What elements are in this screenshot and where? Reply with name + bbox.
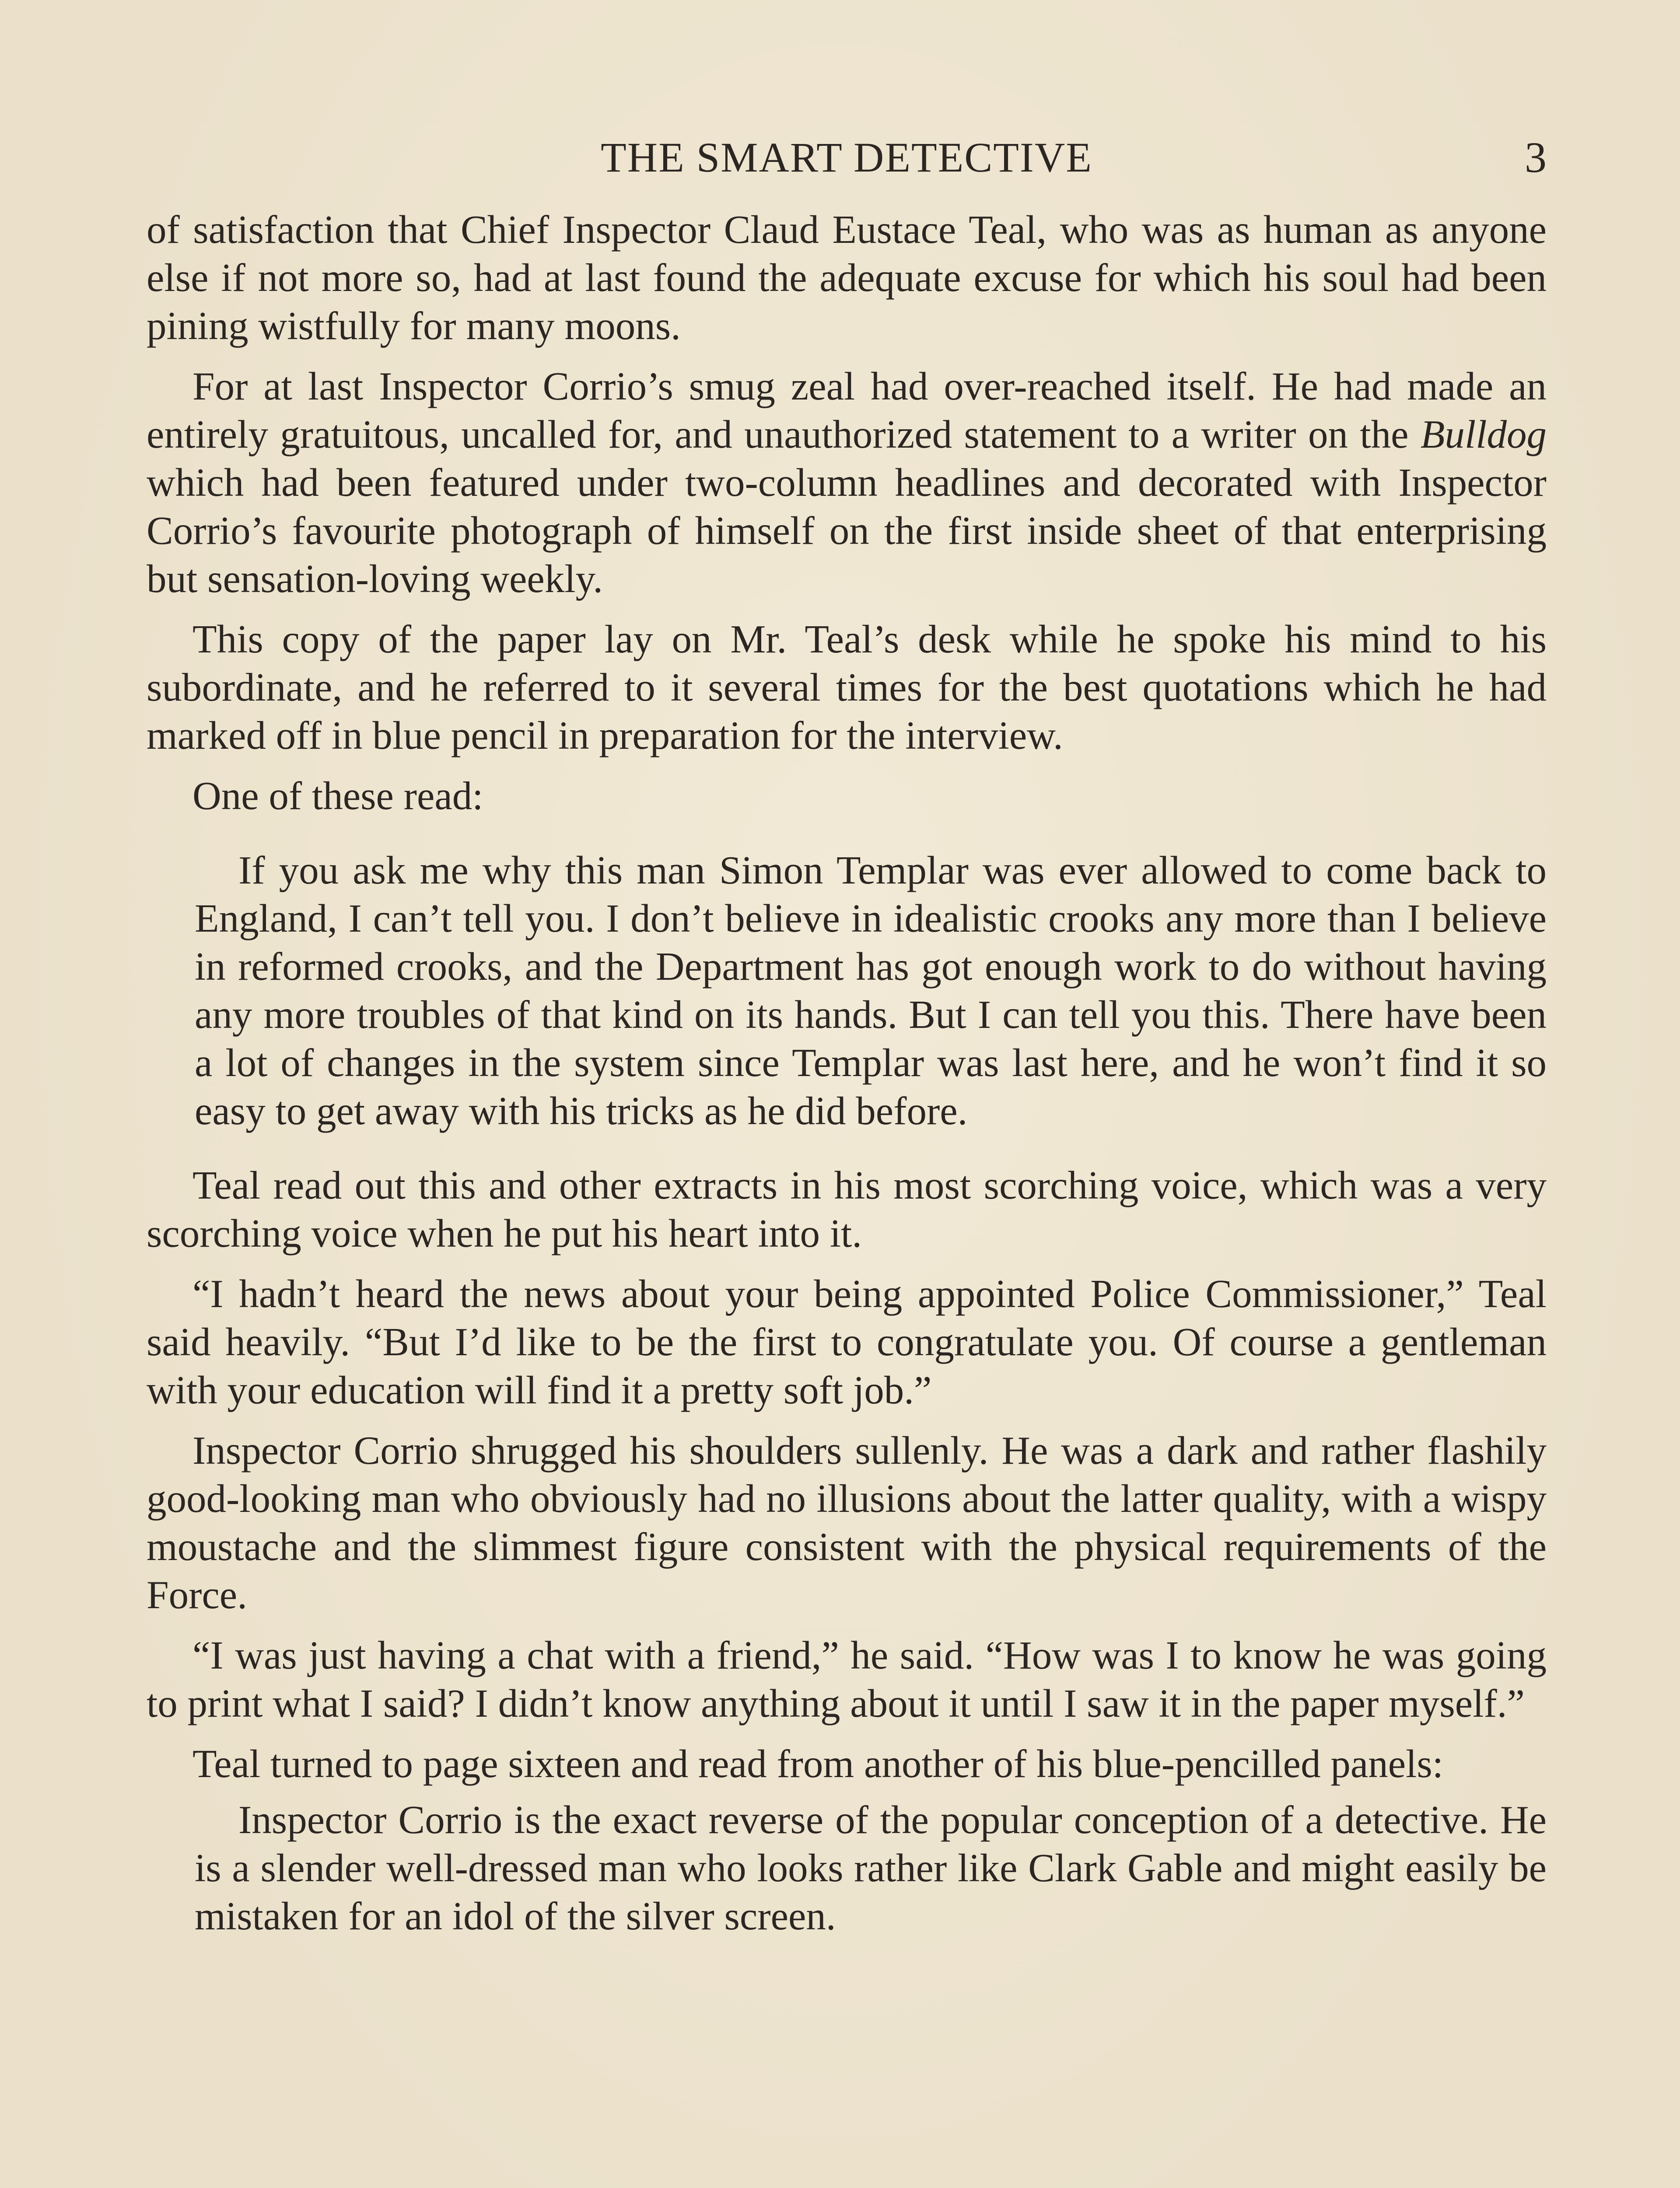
- paragraph: Teal turned to page sixteen and read from another of his blue-pencilled panels:: [192, 1742, 1444, 1786]
- running-head: [147, 131, 1547, 184]
- body-text: [147, 206, 1547, 1940]
- quoted-extract: If you ask me why this man Simon Templar was ever allowed to come back to England, I can’t tell you. I don’t believe in idealistic crooks any more than I believe in reformed crooks, and the Department has got enough work to do without having any more troubles of that kind on its hands. But I can tell you this. There have been a lot of changes in the system since Templar was last here, and he won’t find it so easy to get away with his tricks as he did before.: [195, 848, 1547, 1133]
- paragraph: Inspector Corrio shrugged his shoulders sullenly. He was a dark and rather flashily good-looking man who obviously had no illusions about the latter quality, with a wispy moustache and the slimmest figure consistent with the physical requirements of the Force.: [147, 1428, 1547, 1617]
- paragraph: “I hadn’t heard the news about your being appointed Police Commissioner,” Teal said heavily. “But I’d like to be the first to congratulate you. Of course a gentleman with your education will find it a pretty soft job.”: [147, 1272, 1547, 1412]
- paragraph: of satisfaction that Chief Inspector Claud Eustace Teal, who was as human as anyone else if not more so, had at last found the adequate excuse for which his soul had been pining wistfully for many moons.: [147, 207, 1547, 348]
- paragraph: “I was just having a chat with a friend,” he said. “How was I to know he was going to print what I said? I didn’t know anything about it until I saw it in the paper myself.”: [147, 1633, 1547, 1725]
- paragraph: This copy of the paper lay on Mr. Teal’s desk while he spoke his mind to his subordinate, and he referred to it several times for the best quotations which he had marked off in blue pencil in preparation for the interview.: [147, 617, 1547, 757]
- page-number: 3: [1525, 133, 1547, 182]
- quoted-extract: Inspector Corrio is the exact reverse of the popular conception of a detective. He is a slender well-dressed man who looks rather like Clark Gable and might easily be mistaken for an idol of the silver screen.: [195, 1798, 1547, 1938]
- running-title: THE SMART DETECTIVE: [601, 134, 1092, 181]
- newspaper-title: Bulldog: [1420, 412, 1547, 456]
- paragraph: Teal read out this and other extracts in his most scorching voice, which was a very scorching voice when he put his heart into it.: [147, 1163, 1547, 1255]
- paragraph-text: which had been featured under two-column headlines and decorated with Inspector Corrio’s favourite photograph of himself on the first inside sheet of that enterprising but sensation-loving weekly.: [147, 460, 1547, 601]
- paragraph: [147, 362, 1547, 603]
- paragraph-text: For at last Inspector Corrio’s smug zeal had over-reached itself. He had made an entirely gratuitous, uncalled for, and unauthorized statement to a writer on the: [147, 364, 1547, 456]
- paragraph: One of these read:: [192, 774, 483, 818]
